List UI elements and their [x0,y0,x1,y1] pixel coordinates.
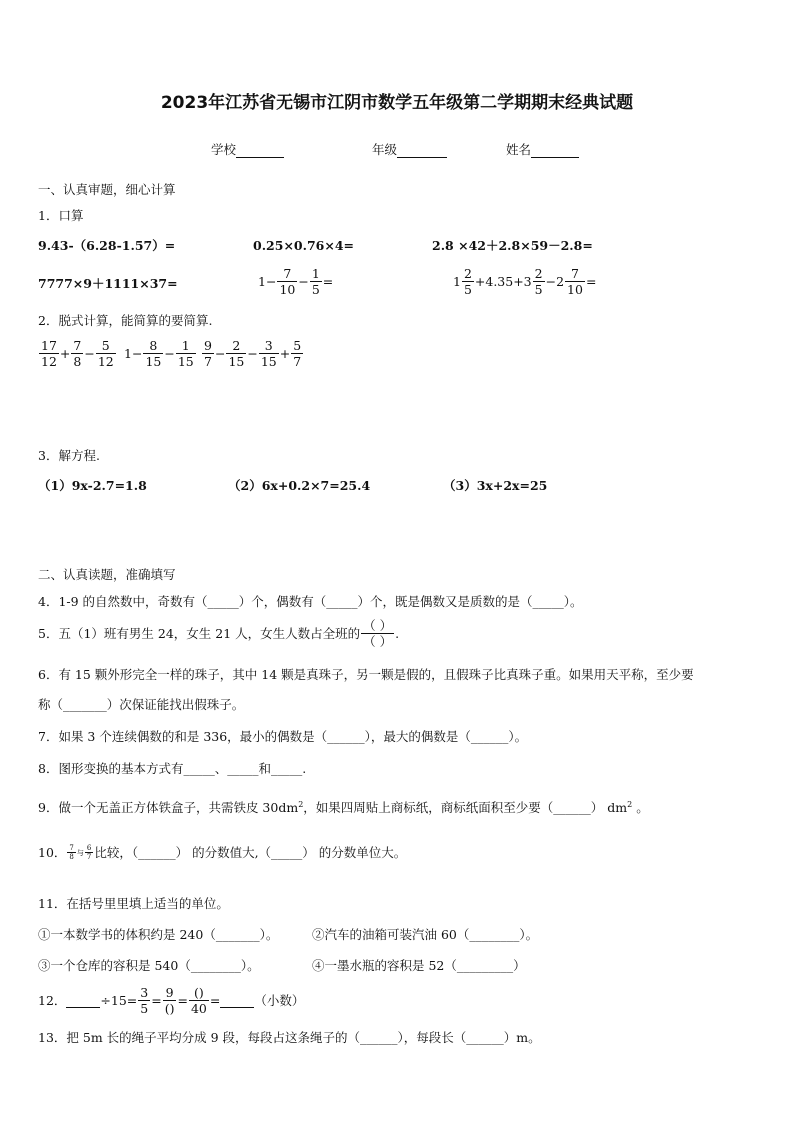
section2-heading: 二、认真读题，准确填写 [38,567,176,582]
q2-a: $\frac{17}{12}$ + $\frac{7}{8}$ − $\frac{5}{12}$ [41,338,114,369]
q2-c: $\frac{9}{7}$ − $\frac{2}{15}$ − $\frac{3}{15}$ + $\frac{5}{7}$ [204,338,302,369]
grade-blank[interactable] [397,144,447,158]
name-label: 姓名 [506,142,532,157]
name-field[interactable] [506,142,579,158]
q1-e-one: 1 [258,273,266,289]
q1-f-whole2: 2 [556,273,565,289]
q5-text: 5．五（1）班有男生 24，女生 21 人，女生人数占全班的 [38,625,361,641]
name-blank[interactable] [531,144,579,158]
q5: 5．五（1）班有男生 24，女生 21 人，女生人数占全班的 $\frac{( )}{( )}$ . [38,618,400,649]
q10: 10． $\frac{7}{8}$ 与 $\frac{6}{7}$ 比较，（______） 的分数值大,（_____） 的分数单位大。 [38,844,407,861]
q1-f-frac2: $\frac{2}{5}$ [534,266,543,297]
q3-a: （1）9x-2.7=1.8 [38,478,147,493]
q1-f-frac3: $\frac{7}{10}$ [567,266,583,297]
q1-e-frac1: $\frac{7}{10}$ [279,266,296,297]
school-blank[interactable] [236,144,284,158]
q1-f-eq: = [585,273,597,289]
grade-label: 年级 [372,142,398,157]
school-field[interactable] [211,142,284,158]
q6-line2: 称（_______）次保证能找出假珠子。 [38,697,245,712]
q13: 13．把 5m 长的绳子平均分成 9 段，每段占这条绳子的（______），每段长（______）m。 [38,1030,541,1045]
q1-b: 0.25×0.76×4= [253,238,355,253]
q1-a: 9.43-（6.28-1.57）= [38,238,176,253]
q1-f: 1 $\frac{2}{5}$ +4.35+3 $\frac{2}{5}$ − 2 $\frac{7}{10}$ = [453,266,597,297]
q6-line1: 6．有 15 颗外形完全一样的珠子，其中 14 颗是真珠子，另一颗是假的，且假珠子比真珠子重。如果用天平称，至少要 [38,667,694,682]
q1-f-whole1: 1 [453,273,461,289]
q4: 4．1-9 的自然数中，奇数有（_____）个，偶数有（_____）个，既是偶数又是质数的是（_____）。 [38,594,583,609]
q1-label: 1．口算 [38,208,84,223]
q3-label: 3．解方程. [38,448,100,463]
section1-heading: 一、认真审题，细心计算 [38,182,176,197]
q11-c: ③一个仓库的容积是 540（________）。 [38,958,260,973]
q12: 12． ÷15= $\frac{3}{5}$ = $\frac{9}{()}$ = $\frac{()}{40}$ = （小数） [38,985,305,1016]
q3-b: （2）6x+0.2×7=25.4 [228,478,371,493]
q1-d: 7777×9＋1111×37= [38,276,178,291]
q11-b: ②汽车的油箱可装汽油 60（________）。 [312,927,539,942]
q9: 9．做一个无盖正方体铁盒子，共需铁皮 $30dm^2$，如果四周贴上商标纸，商标纸面积至少要（______） $dm^2$ 。 [38,800,649,816]
q1-e-frac2: $\frac{1}{5}$ [311,266,320,297]
q11-d: ④一墨水瓶的容积是 52（_________） [312,958,526,973]
grade-field[interactable] [372,142,447,158]
q2-b: 1 − $\frac{8}{15}$ − $\frac{1}{15}$ [124,338,194,369]
q7: 7．如果 3 个连续偶数的和是 336，最小的偶数是（______），最大的偶数是（______）。 [38,729,528,744]
q5-frac[interactable]: $\frac{( )}{( )}$ [363,618,393,649]
q2-label: 2．脱式计算，能简算的要简算. [38,313,213,328]
q1-f-mid: +4.35+3 [474,273,532,289]
q1-f-frac1: $\frac{2}{5}$ [463,266,472,297]
q10-frac2: $\frac{6}{7}$ [86,844,92,861]
q8: 8．图形变换的基本方式有_____、_____和_____. [38,761,307,776]
q12-blank2[interactable] [220,994,254,1008]
q3-c: （3）3x+2x=25 [443,478,548,493]
q1-e-eq: = [322,273,334,289]
q11-a: ①一本数学书的体积约是 240（_______）。 [38,927,279,942]
q10-frac1: $\frac{7}{8}$ [69,844,74,861]
q1-e: 1 − $\frac{7}{10}$ − $\frac{1}{5}$ = [258,266,334,297]
q1-c: 2.8 ×42＋2.8×59－2.8= [432,238,593,253]
q12-blank1[interactable] [66,994,100,1008]
school-label: 学校 [211,142,237,157]
q11: 11．在括号里里填上适当的单位。 [38,896,229,911]
exam-title: 2023年江苏省无锡市江阴市数学五年级第二学期期末经典试题 [160,93,634,113]
